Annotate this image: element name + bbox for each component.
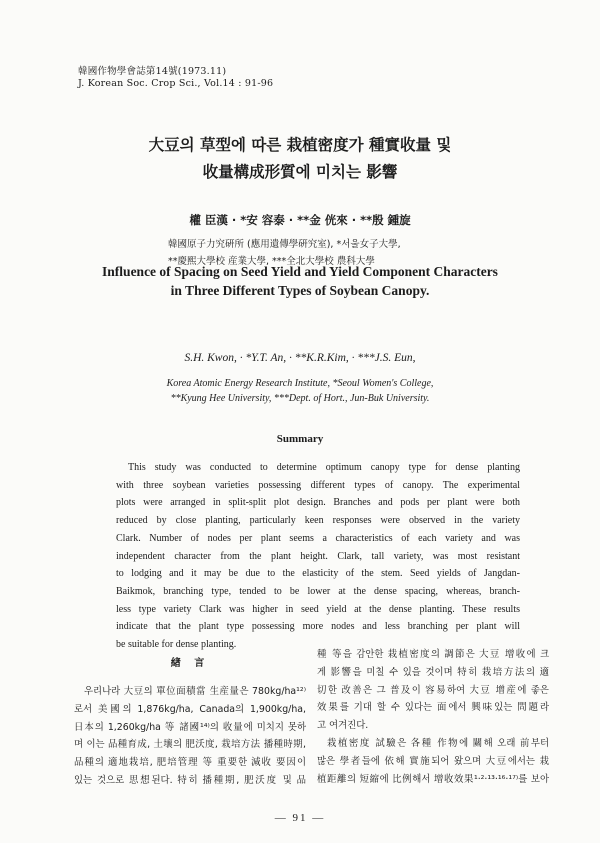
summary-line: less type variety Clark was higher in seed yield at the dense planting. These results — [116, 603, 520, 615]
summary-line: indicate that the plant type possessing more nodes and less branching per plant will — [116, 621, 520, 633]
authors-english: S.H. Kwon, · *Y.T. An, · **K.R.Kim, · ***J.S. Eun, — [184, 352, 416, 364]
body-line: 우리나라 大豆의 單位面積當 生産量은 780kg/ha¹²⁾ — [84, 686, 306, 697]
body-line: 切한 改善은 그 普及이 容易하여 大豆 增産에 좋은 — [317, 684, 549, 696]
affiliation-korean-line-2: **慶熙大學校 産業大學, ***全北大學校 農科大學 — [168, 256, 375, 267]
summary-line: independent character from the plant height. Clark, tall variety, was most resistant — [116, 550, 520, 562]
body-line: 많은 學者들에 依해 實施되어 왔으며 大豆에서는 栽 — [317, 755, 549, 767]
title-korean-line-2: 收量構成形質에 미치는 影響 — [202, 163, 398, 181]
summary-line: to lodging and it may be due to the elasticity of the stem. Seed yields of Jangdan- — [116, 568, 520, 580]
body-line: 며 이는 品種育成, 土壤의 肥沃度, 栽培方法 播種時期, — [74, 739, 306, 751]
body-line: 品種의 適地栽培, 肥培管理 等 重要한 減收 要因이 — [74, 757, 306, 769]
authors-korean: 權 臣漢 · *安 容泰 · **金 侊來 · **殷 鍾旋 — [189, 213, 411, 227]
summary-line: with three soybean varieties possessing different types of canopy. The experimental — [116, 479, 520, 491]
body-line: 있는 것으로 思想된다. 特히 播種期, 肥沃度 및 品 — [74, 774, 306, 786]
summary-line: Clark. Number of nodes per plant seems a characteristics of each variety and was — [116, 532, 520, 544]
affiliation-english-line-2: **Kyung Hee University, ***Dept. of Hort., Jun-Buk University. — [170, 393, 430, 404]
summary-line: plots were arranged in split-split plot design. Branches and pods per plant were both — [116, 497, 520, 509]
title-korean-line-1: 大豆의 草型에 따른 栽植密度가 種實收量 및 — [148, 136, 452, 154]
page-number: — 91 — — [274, 812, 326, 824]
summary-line: Baikmok, branching type, tended to be lower at the dense spacing, whereas, branch- — [116, 585, 520, 597]
title-english-line-2: in Three Different Types of Soybean Canopy. — [170, 283, 430, 298]
introduction-heading: 緖 言 — [170, 658, 210, 669]
journal-citation-english: J. Korean Soc. Crop Sci., Vol.14 : 91-96 — [78, 78, 274, 89]
title-english-line-1: Influence of Spacing on Seed Yield and Yield Component Characters — [102, 264, 498, 279]
introduction-left-column — [74, 683, 306, 790]
summary-body — [116, 459, 520, 654]
affiliation-korean-line-1: 韓國原子力究硏所 (應用遺傳學硏究室), *서울女子大學, — [168, 239, 401, 250]
body-line: 種 等을 감안한 栽植密度의 調節은 大豆 增收에 크 — [317, 649, 549, 660]
summary-line: This study was conducted to determine optimum canopy type for dense planting — [128, 462, 520, 473]
body-line: 고 여겨진다. — [317, 720, 369, 732]
journal-citation-korean: 韓國作物學會誌第14號(1973.11) — [78, 66, 227, 77]
body-line: 效果를 기대 할 수 있다는 面에서 興味있는 問題라 — [317, 702, 549, 714]
body-line: 로서 美國의 1,876kg/ha, Canada의 1,900kg/ha, — [74, 703, 306, 715]
body-line: 게 影響을 미칠 수 있을 것이며 特히 栽培方法의 適 — [317, 666, 549, 678]
introduction-right-column — [317, 646, 549, 788]
affiliation-english-line-1: Korea Atomic Energy Research Institute, *Seoul Women's College, — [166, 378, 434, 389]
summary-line: be suitable for dense planting. — [116, 639, 237, 651]
body-line: 植距離의 短縮에 比例해서 增收效果¹·²·¹³·¹⁶·¹⁷⁾를 보아 — [317, 773, 549, 785]
summary-heading: Summary — [276, 433, 324, 445]
summary-line: reduced by close planting, particularly keen responses were observed in the variety — [116, 515, 520, 527]
body-line: 日本의 1,260kg/ha 等 諸國¹⁴⁾의 收量에 미치지 못하 — [74, 721, 306, 733]
body-line: 栽植密度 試驗은 各種 作物에 關해 오래 前부터 — [327, 737, 549, 749]
journal-citation — [78, 66, 273, 90]
